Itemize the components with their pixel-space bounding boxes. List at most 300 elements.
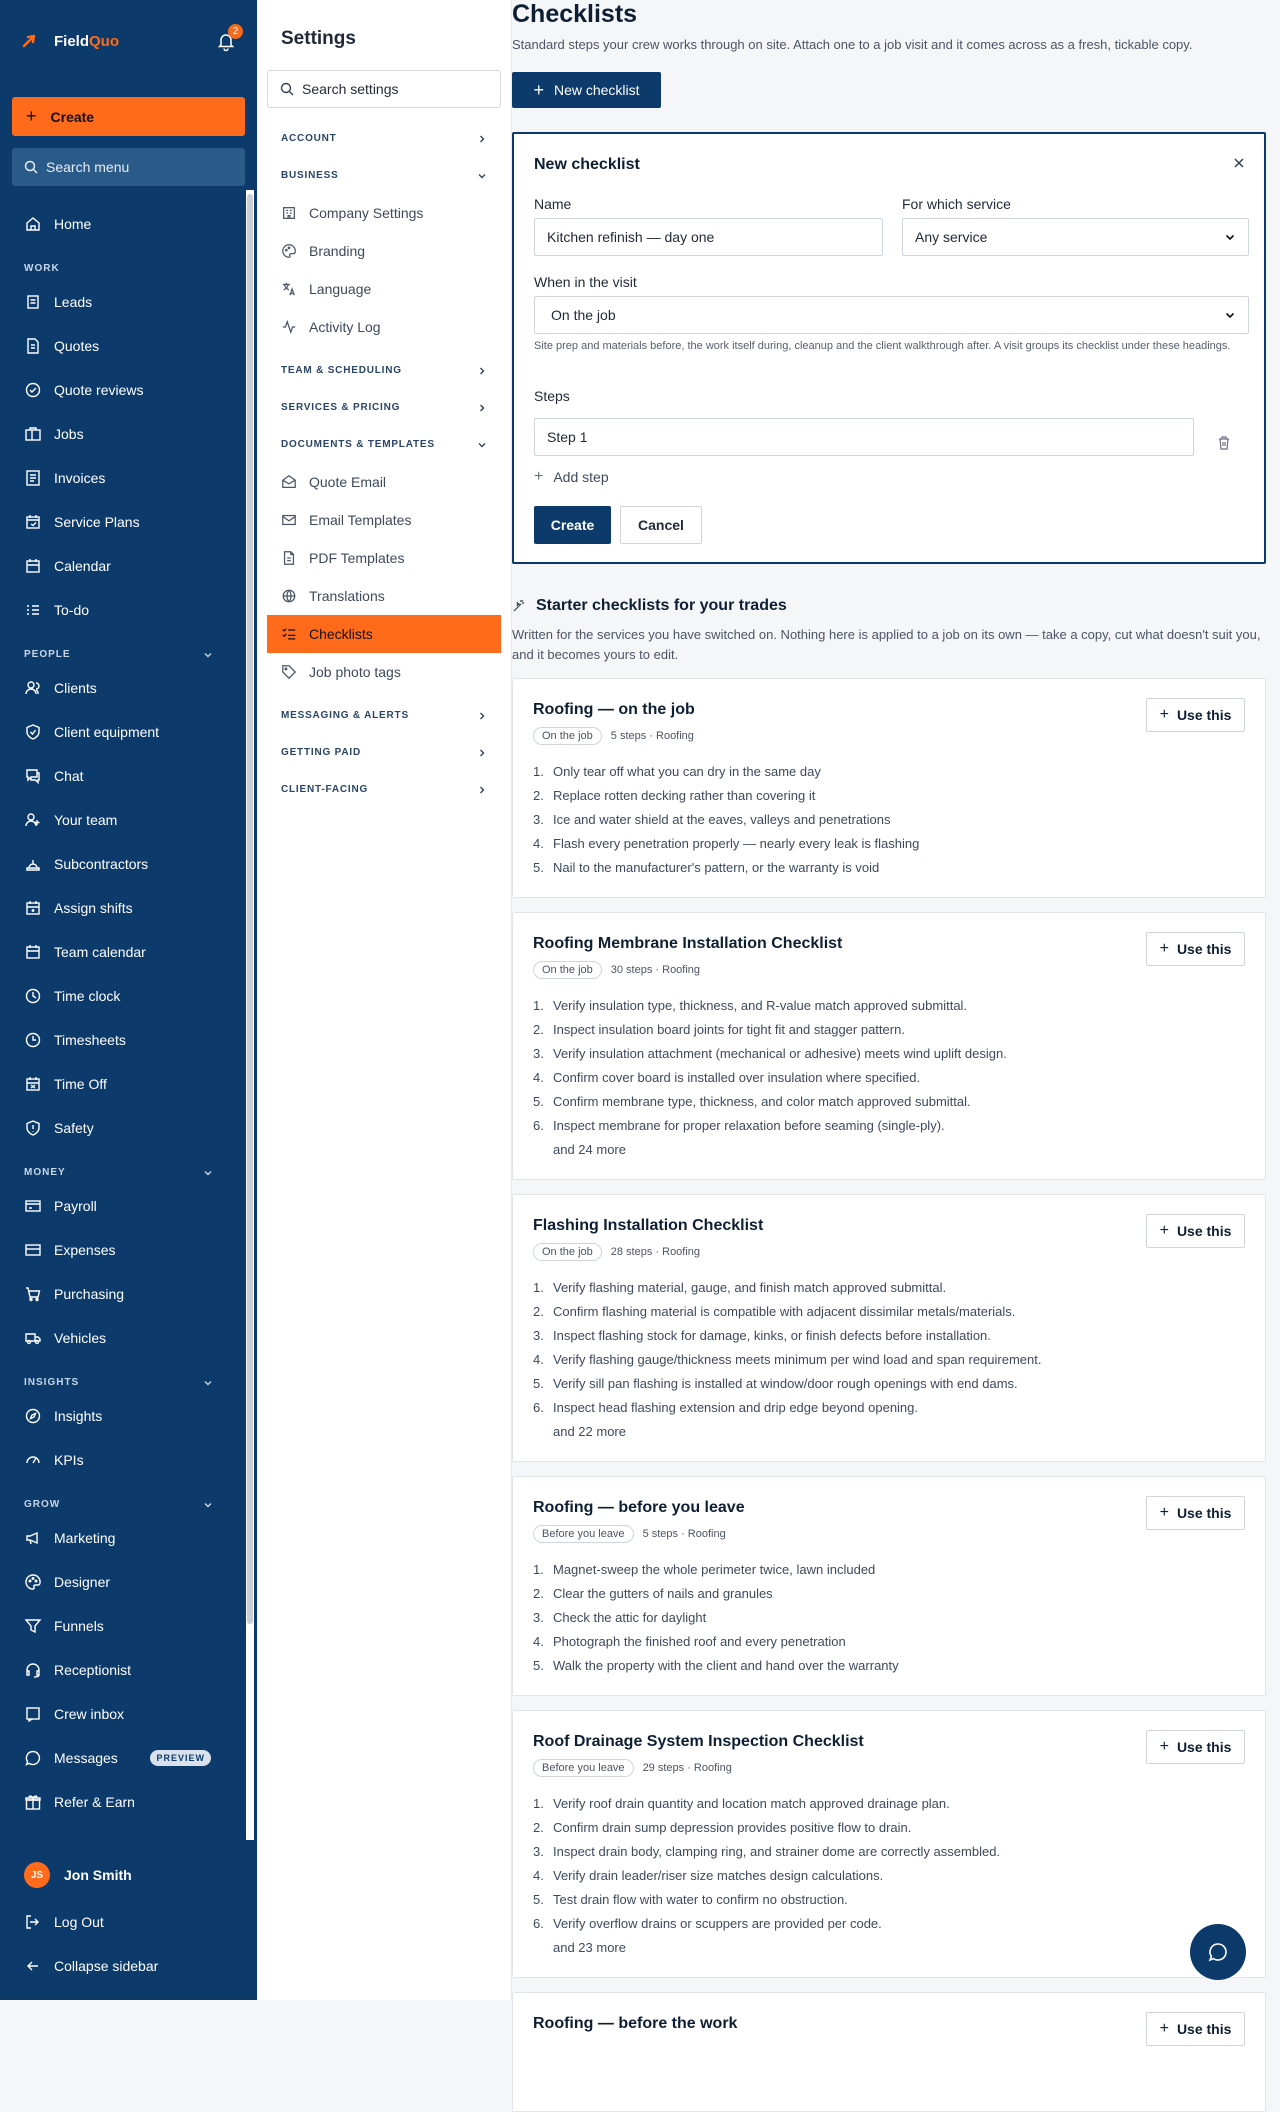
step-number: 4. bbox=[533, 835, 544, 851]
safety-icon bbox=[24, 1119, 42, 1137]
service-plans-icon bbox=[24, 513, 42, 531]
settings-item-label: Branding bbox=[309, 243, 366, 259]
cancel-button[interactable]: Cancel bbox=[620, 506, 702, 544]
sidebar-item-label: Refer & Earn bbox=[54, 1794, 135, 1810]
service-label: For which service bbox=[902, 196, 1011, 212]
sidebar-item-calendar[interactable] bbox=[0, 544, 257, 588]
vehicles-icon bbox=[24, 1329, 42, 1347]
step-number: 6. bbox=[533, 1117, 544, 1133]
settings-search-placeholder: Search settings bbox=[302, 81, 399, 97]
visit-phase-badge: On the job bbox=[533, 727, 602, 745]
group-label: WORK bbox=[24, 263, 60, 274]
create-label: Create bbox=[50, 108, 95, 125]
brand-name-part2: Quo bbox=[89, 32, 120, 50]
sidebar-item-label: Time clock bbox=[54, 988, 121, 1004]
form-title: New checklist bbox=[534, 156, 640, 173]
settings-item-label: Job photo tags bbox=[309, 664, 401, 680]
chat-launcher-button[interactable] bbox=[1190, 1924, 1246, 1980]
service-select[interactable] bbox=[902, 218, 1249, 256]
trash-icon[interactable] bbox=[1217, 435, 1231, 451]
group-label: MONEY bbox=[24, 1167, 66, 1178]
sidebar-item-crew-inbox[interactable] bbox=[0, 1692, 257, 1736]
use-this-label: Use this bbox=[1176, 707, 1232, 723]
payroll-icon bbox=[24, 1197, 42, 1215]
sidebar-item-payroll[interactable] bbox=[0, 1184, 257, 1228]
step-number: 1. bbox=[533, 1561, 544, 1577]
settings-item-checklists[interactable] bbox=[267, 615, 501, 653]
clients-icon bbox=[24, 679, 42, 697]
step-number: 2. bbox=[533, 1021, 544, 1037]
business-items bbox=[257, 194, 511, 346]
list-item bbox=[533, 1887, 1253, 1911]
sidebar-item-timesheets[interactable] bbox=[0, 1018, 257, 1062]
chevron-down-icon bbox=[477, 440, 487, 450]
list-item bbox=[533, 1629, 1253, 1653]
step-text: Verify flashing gauge/thickness meets minimum per wind load and span requirement. bbox=[553, 1351, 1042, 1367]
use-this-button[interactable] bbox=[1146, 1730, 1245, 1764]
step-text: Verify insulation type, thickness, and R-value match approved submittal. bbox=[553, 997, 968, 1013]
sidebar-item-time-clock[interactable] bbox=[0, 974, 257, 1018]
designer-icon bbox=[24, 1573, 42, 1591]
step-number: 5. bbox=[533, 1375, 544, 1391]
step-text: Replace rotten decking rather than covering it bbox=[553, 787, 816, 803]
clock-icon bbox=[24, 987, 42, 1005]
insights-items bbox=[0, 1394, 257, 1482]
visit-phase-badge: On the job bbox=[533, 1243, 602, 1261]
marketing-icon bbox=[24, 1529, 42, 1547]
card-meta bbox=[533, 1525, 726, 1543]
plus-icon: + bbox=[1159, 1738, 1169, 1755]
brand-logo[interactable] bbox=[20, 32, 119, 50]
list-item bbox=[533, 1347, 1253, 1371]
quote-reviews-icon bbox=[24, 381, 42, 399]
chevron-down-icon bbox=[203, 650, 213, 660]
people-items bbox=[0, 666, 257, 1150]
sidebar-item-purchasing[interactable] bbox=[0, 1272, 257, 1316]
notification-count-badge: 2 bbox=[228, 24, 243, 39]
sidebar-item-label: Timesheets bbox=[54, 1032, 126, 1048]
when-help-text: Site prep and materials before, the work itself during, cleanup and the client walkthrough after. A visit groups its checklist under these headings. bbox=[534, 340, 1231, 352]
sidebar-item-label: Chat bbox=[54, 768, 84, 784]
steps-label: Steps bbox=[534, 388, 570, 404]
list-item bbox=[533, 1581, 1253, 1605]
settings-group-team-scheduling[interactable] bbox=[257, 352, 511, 389]
card-step-count: 5 steps · Roofing bbox=[610, 730, 694, 742]
sidebar-item-label: To-do bbox=[54, 602, 90, 618]
starter-checklist-card bbox=[512, 912, 1266, 1180]
add-step-label: Add step bbox=[553, 469, 609, 485]
list-item bbox=[533, 1653, 1253, 1677]
card-steps-list bbox=[533, 759, 1253, 879]
sidebar-item-kpis[interactable] bbox=[0, 1438, 257, 1482]
step-text: Walk the property with the client and hand over the warranty bbox=[553, 1657, 899, 1673]
step-number: 3. bbox=[533, 1045, 544, 1061]
chat-bubble-icon bbox=[1207, 1941, 1229, 1963]
step-number: 1. bbox=[533, 763, 544, 779]
quotes-icon bbox=[24, 337, 42, 355]
list-item bbox=[533, 993, 1253, 1017]
checklists-page bbox=[512, 0, 1280, 2037]
card-meta bbox=[533, 961, 700, 979]
tag-icon bbox=[281, 664, 297, 680]
new-checklist-button[interactable] bbox=[512, 72, 661, 108]
group-label: MESSAGING & ALERTS bbox=[281, 710, 409, 721]
settings-search-input[interactable] bbox=[267, 70, 501, 108]
step-number: 4. bbox=[533, 1633, 544, 1649]
sidebar-header bbox=[0, 0, 257, 82]
checklist-icon bbox=[281, 626, 297, 642]
settings-group-messaging-alerts[interactable] bbox=[257, 697, 511, 734]
time-off-icon bbox=[24, 1075, 42, 1093]
plus-icon: + bbox=[1159, 940, 1169, 957]
list-item bbox=[533, 759, 1253, 783]
visit-phase-badge: On the job bbox=[533, 961, 602, 979]
group-label: DOCUMENTS & TEMPLATES bbox=[281, 439, 435, 450]
kpis-icon bbox=[24, 1451, 42, 1469]
page-title: Checklists bbox=[512, 0, 638, 28]
sidebar-item-label: Safety bbox=[54, 1120, 94, 1136]
sidebar-item-team-calendar[interactable] bbox=[0, 930, 257, 974]
sidebar-group-work bbox=[0, 246, 257, 280]
sidebar-item-label: Assign shifts bbox=[54, 900, 133, 916]
sidebar-scrollbar-thumb[interactable] bbox=[247, 194, 253, 1624]
when-select[interactable] bbox=[534, 296, 1249, 334]
list-item bbox=[533, 1863, 1253, 1887]
sidebar-item-label: Jobs bbox=[54, 426, 84, 442]
create-button[interactable] bbox=[12, 97, 245, 136]
branding-icon bbox=[281, 243, 297, 259]
sidebar-item-label: Your team bbox=[54, 812, 118, 828]
chat-icon bbox=[24, 767, 42, 785]
company-icon bbox=[281, 205, 297, 221]
step-text: Photograph the finished roof and every penetration bbox=[553, 1633, 846, 1649]
list-item bbox=[533, 1791, 1253, 1815]
card-title: Roofing — on the job bbox=[533, 701, 695, 718]
work-items bbox=[0, 280, 257, 632]
sidebar-item-label: Subcontractors bbox=[54, 856, 149, 872]
sidebar-item-label: Crew inbox bbox=[54, 1706, 125, 1722]
settings-item-label: Activity Log bbox=[309, 319, 381, 335]
step-number: 5. bbox=[533, 1657, 544, 1673]
card-meta bbox=[533, 727, 694, 745]
step-number: 4. bbox=[533, 1351, 544, 1367]
settings-item-translations[interactable] bbox=[267, 577, 501, 615]
starter-title: Starter checklists for your trades bbox=[536, 597, 787, 614]
list-item bbox=[533, 1275, 1253, 1299]
main-sidebar bbox=[0, 0, 257, 2000]
equipment-icon bbox=[24, 723, 42, 741]
sidebar-item-expenses[interactable] bbox=[0, 1228, 257, 1272]
step-text: Magnet-sweep the whole perimeter twice, lawn included bbox=[553, 1561, 876, 1577]
settings-nav bbox=[257, 0, 512, 2000]
list-item bbox=[533, 1299, 1253, 1323]
step-number: 2. bbox=[533, 1819, 544, 1835]
sidebar-item-label: Team calendar bbox=[54, 944, 146, 960]
sidebar-item-label: Leads bbox=[54, 294, 93, 310]
settings-item-label: Company Settings bbox=[309, 205, 424, 221]
user-name: Jon Smith bbox=[64, 1867, 132, 1883]
group-label: GROW bbox=[24, 1499, 61, 1510]
sidebar-item-quote-reviews[interactable] bbox=[0, 368, 257, 412]
sidebar-item-to-do[interactable] bbox=[0, 588, 257, 632]
sidebar-item-insights[interactable] bbox=[0, 1394, 257, 1438]
card-meta bbox=[533, 1759, 732, 1777]
sidebar-item-home[interactable] bbox=[0, 202, 257, 246]
card-step-count: 5 steps · Roofing bbox=[642, 1528, 726, 1540]
group-label: ACCOUNT bbox=[281, 133, 337, 144]
new-checklist-label: New checklist bbox=[553, 82, 640, 98]
step-number: 4. bbox=[533, 1867, 544, 1883]
sidebar-item-label: Funnels bbox=[54, 1618, 104, 1634]
step-text: Verify sill pan flashing is installed at window/door rough openings with end dams. bbox=[553, 1375, 1018, 1391]
card-steps-list bbox=[533, 1275, 1253, 1419]
list-item bbox=[533, 1017, 1253, 1041]
plus-icon: + bbox=[534, 468, 544, 485]
list-item bbox=[533, 1113, 1253, 1137]
card-step-count: 28 steps · Roofing bbox=[610, 1246, 701, 1258]
step-text: Verify flashing material, gauge, and finish match approved submittal. bbox=[553, 1279, 947, 1295]
starter-checklist-card bbox=[512, 1710, 1266, 1978]
menu-search-placeholder: Search menu bbox=[46, 159, 130, 175]
sidebar-item-label: Payroll bbox=[54, 1198, 97, 1214]
group-label: PEOPLE bbox=[24, 649, 71, 660]
name-label: Name bbox=[534, 196, 572, 212]
notifications-button[interactable] bbox=[215, 26, 239, 52]
more-steps-text: and 23 more bbox=[553, 1940, 626, 1955]
settings-group-account[interactable] bbox=[257, 120, 511, 157]
settings-item-language[interactable] bbox=[267, 270, 501, 308]
globe-icon bbox=[281, 588, 297, 604]
step-text: Check the attic for daylight bbox=[553, 1609, 707, 1625]
sidebar-item-quotes[interactable] bbox=[0, 324, 257, 368]
receptionist-icon bbox=[24, 1661, 42, 1679]
preview-badge: PREVIEW bbox=[150, 1750, 211, 1766]
sidebar-item-label: Vehicles bbox=[54, 1330, 107, 1346]
invoices-icon bbox=[24, 469, 42, 487]
settings-item-label: Language bbox=[309, 281, 372, 297]
step-text: Nail to the manufacturer's pattern, or the warranty is void bbox=[553, 859, 880, 875]
use-this-button[interactable] bbox=[1146, 932, 1245, 966]
sidebar-item-label: Home bbox=[54, 216, 92, 232]
user-menu[interactable] bbox=[0, 1850, 257, 1900]
step-text: Inspect drain body, clamping ring, and strainer dome are correctly assembled. bbox=[553, 1843, 1001, 1859]
sidebar-item-label: Clients bbox=[54, 680, 97, 696]
step-text: Confirm flashing material is compatible with adjacent dissimilar metals/materials. bbox=[553, 1303, 1016, 1319]
chevron-down-icon bbox=[203, 1168, 213, 1178]
settings-item-pdf-templates[interactable] bbox=[267, 539, 501, 577]
plus-icon: + bbox=[1159, 1222, 1169, 1239]
settings-item-company-settings[interactable] bbox=[267, 194, 501, 232]
card-title: Roofing Membrane Installation Checklist bbox=[533, 935, 843, 952]
sidebar-item-service-plans[interactable] bbox=[0, 500, 257, 544]
use-this-label: Use this bbox=[1176, 941, 1232, 957]
team-calendar-icon bbox=[24, 943, 42, 961]
name-input-value: Kitchen refinish — day one bbox=[547, 229, 715, 245]
plus-icon: + bbox=[26, 106, 37, 126]
settings-group-business[interactable] bbox=[257, 157, 511, 194]
sidebar-item-receptionist[interactable] bbox=[0, 1648, 257, 1692]
collapse-label: Collapse sidebar bbox=[54, 1958, 159, 1974]
use-this-label: Use this bbox=[1176, 1223, 1232, 1239]
chevron-right-icon bbox=[477, 711, 487, 721]
step-text: Confirm drain sump depression provides positive flow to drain. bbox=[553, 1819, 912, 1835]
settings-group-client-facing[interactable] bbox=[257, 771, 511, 808]
use-this-button[interactable] bbox=[1146, 1496, 1245, 1530]
logout-button[interactable] bbox=[0, 1900, 257, 1944]
use-this-label: Use this bbox=[1176, 1739, 1232, 1755]
step-text: Ice and water shield at the eaves, valleys and penetrations bbox=[553, 811, 891, 827]
more-steps-text: and 22 more bbox=[553, 1424, 626, 1439]
list-item bbox=[533, 1911, 1253, 1935]
settings-item-label: Quote Email bbox=[309, 474, 387, 490]
settings-item-activity-log[interactable] bbox=[267, 308, 501, 346]
list-item bbox=[533, 1089, 1253, 1113]
add-step-button[interactable] bbox=[534, 468, 609, 486]
sidebar-group-insights[interactable] bbox=[0, 1360, 257, 1394]
step-number: 2. bbox=[533, 1585, 544, 1601]
refer-icon bbox=[24, 1793, 42, 1811]
sidebar-item-clients[interactable] bbox=[0, 666, 257, 710]
purchasing-icon bbox=[24, 1285, 42, 1303]
step-input-value: Step 1 bbox=[547, 429, 588, 445]
use-this-button[interactable] bbox=[1146, 1214, 1245, 1248]
group-label: INSIGHTS bbox=[24, 1377, 80, 1388]
sidebar-item-leads[interactable] bbox=[0, 280, 257, 324]
chevron-right-icon bbox=[477, 134, 487, 144]
sidebar-group-grow[interactable] bbox=[0, 1482, 257, 1516]
step-text: Clear the gutters of nails and granules bbox=[553, 1585, 773, 1601]
step-number: 3. bbox=[533, 811, 544, 827]
group-label: BUSINESS bbox=[281, 170, 339, 181]
settings-item-job-photo-tags[interactable] bbox=[267, 653, 501, 691]
activity-icon bbox=[281, 319, 297, 335]
group-label: TEAM & SCHEDULING bbox=[281, 365, 402, 376]
create-button[interactable]: Create bbox=[534, 506, 611, 544]
sidebar-item-label: KPIs bbox=[54, 1452, 84, 1468]
money-items bbox=[0, 1184, 257, 1360]
sidebar-item-marketing[interactable] bbox=[0, 1516, 257, 1560]
sidebar-item-designer[interactable] bbox=[0, 1560, 257, 1604]
sidebar-footer bbox=[0, 1838, 257, 2000]
sidebar-item-messages[interactable] bbox=[0, 1736, 257, 1780]
settings-item-label: Translations bbox=[309, 588, 385, 604]
messages-icon bbox=[24, 1749, 42, 1767]
settings-item-label: PDF Templates bbox=[309, 550, 405, 566]
step-text: Verify drain leader/riser size matches design calculations. bbox=[553, 1867, 884, 1883]
list-item bbox=[533, 1605, 1253, 1629]
step-number: 5. bbox=[533, 1891, 544, 1907]
sidebar-item-label: Quotes bbox=[54, 338, 100, 354]
settings-group-getting-paid[interactable] bbox=[257, 734, 511, 771]
sidebar-item-label: Designer bbox=[54, 1574, 111, 1590]
avatar: JS bbox=[24, 1862, 50, 1888]
crew-inbox-icon bbox=[24, 1705, 42, 1723]
starter-subtitle: Written for the services you have switched on. Nothing here is applied to a job on its own — take a copy, cut what doesn't suit you, and it becomes yours to edit. bbox=[512, 627, 1261, 662]
card-steps-list bbox=[533, 1557, 1253, 1677]
step-number: 3. bbox=[533, 1327, 544, 1343]
sidebar-item-safety[interactable] bbox=[0, 1106, 257, 1150]
visit-phase-badge: Before you leave bbox=[533, 1525, 634, 1543]
list-item bbox=[533, 855, 1253, 879]
logo-mark-icon bbox=[20, 32, 38, 50]
sidebar-group-people[interactable] bbox=[0, 632, 257, 666]
sidebar-item-time-off[interactable] bbox=[0, 1062, 257, 1106]
settings-group-services-pricing[interactable] bbox=[257, 389, 511, 426]
subcontractors-icon bbox=[24, 855, 42, 873]
sidebar-item-invoices[interactable] bbox=[0, 456, 257, 500]
list-item bbox=[533, 1839, 1253, 1863]
group-label: GETTING PAID bbox=[281, 747, 361, 758]
settings-item-branding[interactable] bbox=[267, 232, 501, 270]
step-text: Verify insulation attachment (mechanical or adhesive) meets wind uplift design. bbox=[553, 1045, 1007, 1061]
close-icon[interactable] bbox=[1232, 156, 1246, 170]
use-this-label: Use this bbox=[1176, 2021, 1232, 2037]
step-number: 1. bbox=[533, 1795, 544, 1811]
use-this-button[interactable] bbox=[1146, 2012, 1245, 2046]
chevron-down-icon bbox=[1224, 231, 1236, 243]
step-text: Flash every penetration properly — nearly every leak is flashing bbox=[553, 835, 920, 851]
menu-search-input[interactable] bbox=[12, 148, 245, 186]
search-icon bbox=[280, 82, 294, 96]
chevron-right-icon bbox=[477, 748, 487, 758]
step-input[interactable] bbox=[534, 418, 1194, 456]
sidebar-scroll-area bbox=[0, 190, 257, 1840]
starter-heading bbox=[512, 597, 787, 615]
sidebar-item-vehicles[interactable] bbox=[0, 1316, 257, 1360]
settings-item-label: Email Templates bbox=[309, 512, 412, 528]
sidebar-item-label: Expenses bbox=[54, 1242, 116, 1258]
step-number: 6. bbox=[533, 1399, 544, 1415]
step-number: 3. bbox=[533, 1843, 544, 1859]
step-text: Confirm membrane type, thickness, and color match approved submittal. bbox=[553, 1093, 971, 1109]
step-number: 1. bbox=[533, 1279, 544, 1295]
settings-group-documents-templates[interactable] bbox=[257, 426, 511, 463]
sidebar-group-money[interactable] bbox=[0, 1150, 257, 1184]
use-this-button[interactable] bbox=[1146, 698, 1245, 732]
list-item bbox=[533, 1041, 1253, 1065]
sidebar-item-chat[interactable] bbox=[0, 754, 257, 798]
step-number: 1. bbox=[533, 997, 544, 1013]
sidebar-item-client-equipment[interactable] bbox=[0, 710, 257, 754]
list-item bbox=[533, 1371, 1253, 1395]
name-input[interactable] bbox=[534, 218, 883, 256]
sidebar-item-subcontractors[interactable] bbox=[0, 842, 257, 886]
settings-item-quote-email[interactable] bbox=[267, 463, 501, 501]
use-this-label: Use this bbox=[1176, 1505, 1232, 1521]
grow-items bbox=[0, 1516, 257, 1824]
sidebar-item-assign-shifts[interactable] bbox=[0, 886, 257, 930]
step-text: Verify roof drain quantity and location match approved drainage plan. bbox=[553, 1795, 950, 1811]
sidebar-item-label: Messages bbox=[54, 1750, 118, 1766]
sidebar-item-funnels[interactable] bbox=[0, 1604, 257, 1648]
sidebar-item-label: Service Plans bbox=[54, 514, 140, 530]
sidebar-item-your-team[interactable] bbox=[0, 798, 257, 842]
collapse-sidebar-button[interactable] bbox=[0, 1944, 257, 1988]
sparkle-icon bbox=[512, 599, 526, 613]
step-number: 2. bbox=[533, 1303, 544, 1319]
list-item bbox=[533, 1815, 1253, 1839]
card-title: Roofing — before you leave bbox=[533, 1499, 745, 1516]
sidebar-item-refer-and-earn[interactable] bbox=[0, 1780, 257, 1824]
team-icon bbox=[24, 811, 42, 829]
step-text: Inspect head flashing extension and drip edge beyond opening. bbox=[553, 1399, 919, 1415]
sidebar-item-jobs[interactable] bbox=[0, 412, 257, 456]
settings-item-email-templates[interactable] bbox=[267, 501, 501, 539]
documents-items bbox=[257, 463, 511, 691]
page-subtitle: Standard steps your crew works through on site. Attach one to a job visit and it comes across as a fresh, tickable copy. bbox=[512, 37, 1193, 52]
card-steps-list bbox=[533, 1791, 1253, 1935]
pdf-icon bbox=[281, 550, 297, 566]
